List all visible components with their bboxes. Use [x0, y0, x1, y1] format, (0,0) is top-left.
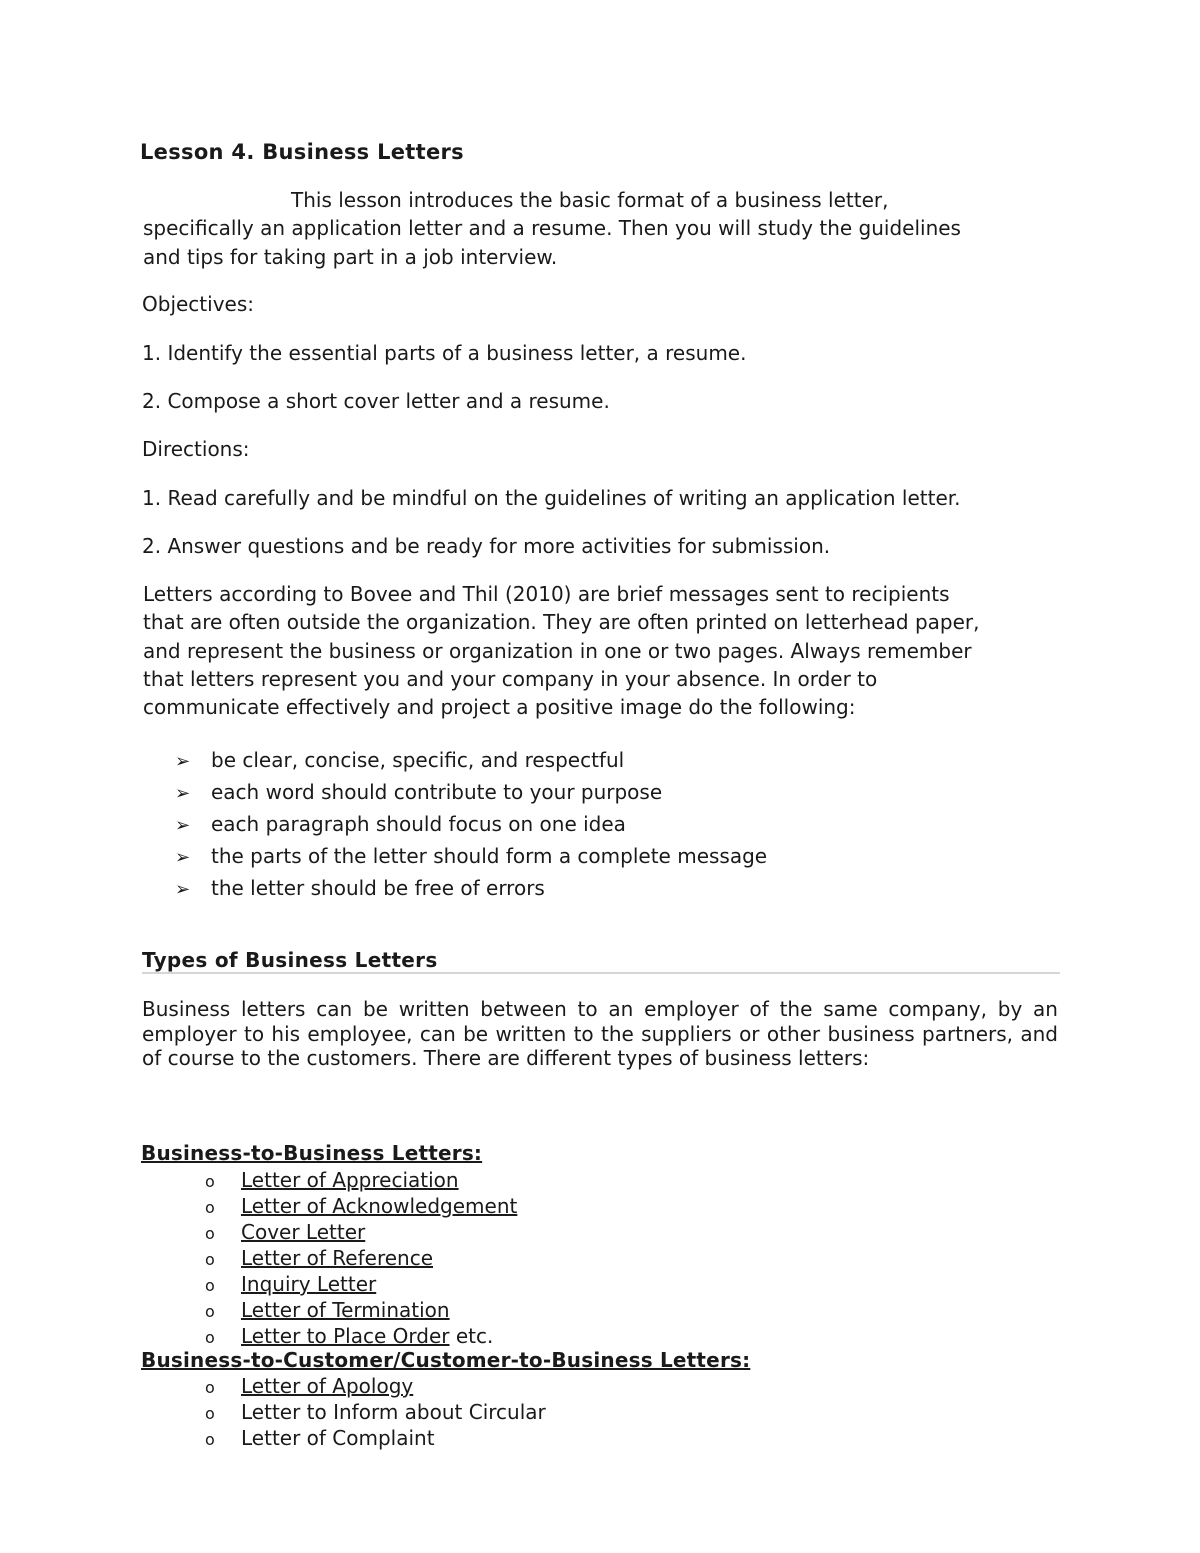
list-item	[205, 1271, 517, 1297]
list-item	[205, 1425, 546, 1451]
tip-text: the parts of the letter should form a complete message	[211, 844, 768, 868]
tip-text: the letter should be free of errors	[211, 876, 545, 900]
circle-bullet-icon: o	[205, 1250, 215, 1269]
list-item	[205, 1373, 546, 1399]
letter-type-link[interactable]: Letter of Acknowledgement	[241, 1194, 518, 1218]
letters-paragraph	[143, 580, 1043, 721]
tip-text: each paragraph should focus on one idea	[211, 812, 626, 836]
objective-item-1: 1. Identify the essential parts of a business letter, a resume.	[142, 341, 747, 365]
b2c-list	[205, 1373, 546, 1451]
list-item	[175, 872, 767, 904]
circle-bullet-icon: o	[205, 1172, 215, 1191]
b2b-list	[205, 1167, 517, 1349]
letter-type-link[interactable]: Letter of Apology	[241, 1374, 414, 1398]
intro-paragraph	[143, 186, 1043, 271]
list-item	[205, 1399, 546, 1425]
intro-line-3: and tips for taking part in a job interview.	[143, 244, 558, 269]
tips-list	[175, 744, 767, 904]
list-item	[205, 1323, 517, 1349]
circle-bullet-icon: o	[205, 1378, 215, 1397]
direction-item-1: 1. Read carefully and be mindful on the guidelines of writing an application letter.	[142, 486, 961, 510]
list-item	[175, 840, 767, 872]
objective-item-2: 2. Compose a short cover letter and a resume.	[142, 389, 610, 413]
tip-text: each word should contribute to your purpose	[211, 780, 663, 804]
letters-line-1: Letters according to Bovee and Thil (2010) are brief messages sent to recipients	[143, 582, 950, 606]
letter-type-link[interactable]: Letter of Reference	[241, 1246, 434, 1270]
arrow-bullet-icon: ➢	[175, 847, 191, 868]
letter-type-text: Letter to Inform about Circular	[241, 1400, 546, 1424]
letter-type-text: Letter of Complaint	[241, 1426, 435, 1450]
objectives-heading: Objectives:	[142, 292, 254, 316]
b2c-heading: Business-to-Customer/Customer-to-Business Letters:	[141, 1348, 751, 1372]
arrow-bullet-icon: ➢	[175, 783, 191, 804]
letters-line-2: that are often outside the organization. They are often printed on letterhead paper,	[143, 610, 980, 635]
circle-bullet-icon: o	[205, 1328, 215, 1347]
types-heading: Types of Business Letters	[142, 948, 438, 972]
letter-type-link[interactable]: Cover Letter	[241, 1220, 366, 1244]
circle-bullet-icon: o	[205, 1302, 215, 1321]
letters-line-3: and represent the business or organization in one or two pages. Always remember	[143, 638, 972, 663]
list-item	[175, 808, 767, 840]
list-item	[205, 1245, 517, 1271]
types-description: Business letters can be written between to an employer of the same company, by an employer to his employee, can be written to the suppliers or other business partners, and of course to the customers. There are different types of business letters:	[142, 997, 1058, 1070]
list-item	[175, 744, 767, 776]
list-item	[205, 1167, 517, 1193]
intro-line-2: specifically an application letter and a resume. Then you will study the guidelines	[143, 216, 961, 241]
list-item	[205, 1219, 517, 1245]
tip-text: be clear, concise, specific, and respectful	[211, 748, 625, 772]
arrow-bullet-icon: ➢	[175, 751, 191, 772]
list-item	[175, 776, 767, 808]
letter-type-link[interactable]: Letter of Termination	[241, 1298, 450, 1322]
arrow-bullet-icon: ➢	[175, 815, 191, 836]
letter-type-link[interactable]: Letter to Place Order	[241, 1324, 450, 1348]
etc-suffix: etc.	[449, 1324, 494, 1348]
letters-line-5: communicate effectively and project a positive image do the following:	[143, 695, 856, 720]
letters-line-4: that letters represent you and your company in your absence. In order to	[143, 666, 878, 691]
circle-bullet-icon: o	[205, 1198, 215, 1217]
circle-bullet-icon: o	[205, 1430, 215, 1449]
directions-heading: Directions:	[142, 437, 250, 461]
lesson-title: Lesson 4. Business Letters	[140, 140, 464, 164]
section-divider	[142, 972, 1060, 974]
letter-type-link[interactable]: Letter of Appreciation	[241, 1168, 459, 1192]
circle-bullet-icon: o	[205, 1224, 215, 1243]
intro-line-1: This lesson introduces the basic format of a business letter,	[291, 188, 889, 212]
circle-bullet-icon: o	[205, 1276, 215, 1295]
arrow-bullet-icon: ➢	[175, 879, 191, 900]
b2b-heading: Business-to-Business Letters:	[141, 1141, 483, 1165]
list-item	[205, 1193, 517, 1219]
letter-type-link[interactable]: Inquiry Letter	[241, 1272, 377, 1296]
circle-bullet-icon: o	[205, 1404, 215, 1423]
direction-item-2: 2. Answer questions and be ready for more activities for submission.	[142, 534, 831, 558]
list-item	[205, 1297, 517, 1323]
